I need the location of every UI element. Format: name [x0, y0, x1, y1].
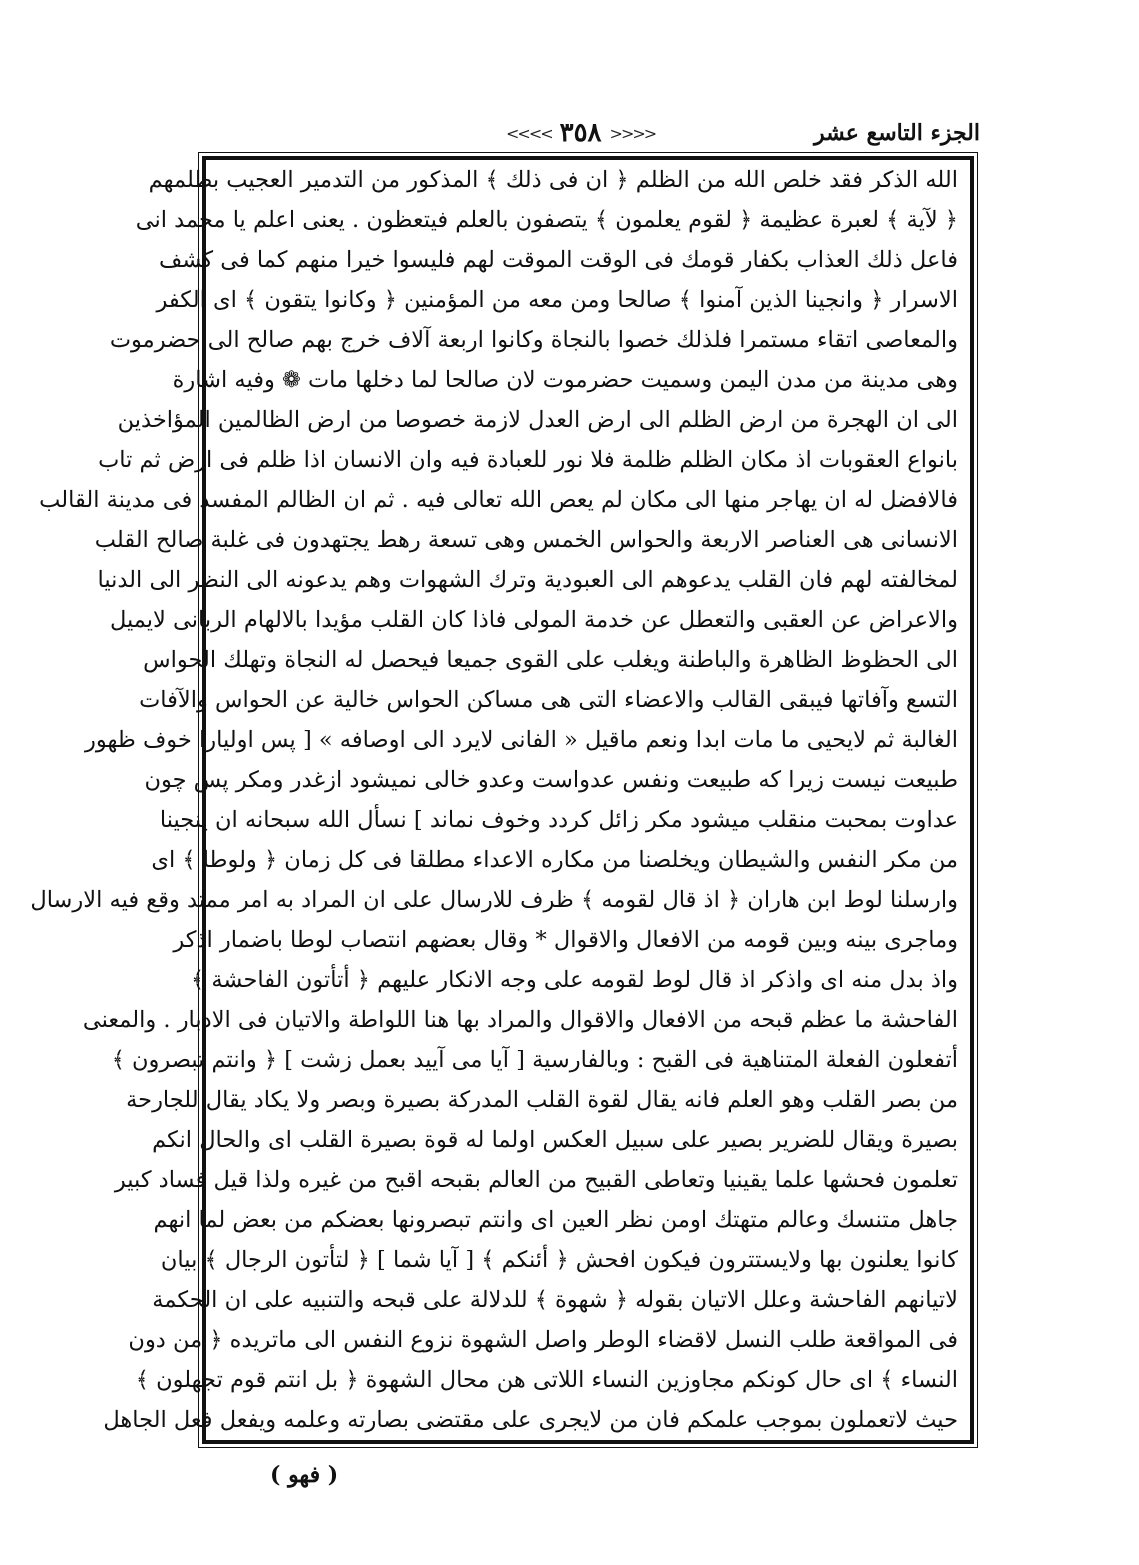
text-frame: [30, 156, 974, 1444]
text-line: وماجرى بينه وبين قومه من الافعال والاقوال * وقال بعضهم انتصاب لوطا باضمار اذكر: [173, 927, 958, 953]
text-line: تعلمون فحشها علما يقينيا وتعاطى القبيح من العالم بقبحه اقبح من غيره ولذا قيل فساد كبير: [114, 1167, 958, 1193]
text-line: طبيعت نيست زيرا كه طبيعت ونفس عدواست وعدو خالى نميشود ازغدر ومكر پس چون: [144, 767, 958, 793]
ornament-left-icon: <<<<: [506, 123, 552, 143]
text-line: الغالبة ثم لايحيى ما مات ابدا ونعم ماقيل « الفانى لايرد الى اوصافه » [ پس اوليارا خوف ظهور: [85, 727, 958, 753]
page-number: ٣٥٨: [559, 118, 602, 148]
text-line: من بصر القلب وهو العلم فانه يقال لقوة القلب المدركة بصيرة وبصر ولا يكاد يقال للجارحة: [126, 1087, 958, 1113]
text-line: الى ان الهجرة من ارض الظلم الى ارض العدل لازمة خصوصا من ارض الظالمين المؤاخذين: [117, 407, 958, 433]
text-line: كانوا يعلنون بها ولايستترون فيكون افحش ﴿ أئنكم ﴾ [ آيا شما ] ﴿ لتأتون الرجال ﴾ بيان: [160, 1247, 958, 1273]
text-line: من مكر النفس والشيطان ويخلصنا من مكاره الاعداء مطلقا فى كل زمان ﴿ ولوطا ﴾ اى: [151, 847, 958, 873]
page-header: [226, 116, 980, 156]
ornament-right-icon: >>>>: [609, 123, 656, 143]
text-line: وارسلنا لوط ابن هاران ﴿ اذ قال لقومه ﴾ ظرف للارسال على ان المراد به امر ممتد وقع فيه الارسال: [30, 887, 958, 913]
text-line: فالافضل له ان يهاجر منها الى مكان لم يعص الله تعالى فيه . ثم ان الظالم المفسد فى مدينة القالب: [39, 487, 958, 513]
text-line: عداوت بمحبت منقلب ميشود مكر زائل كردد وخوف نماند ] نسأل الله سبحانه ان ينجينا: [159, 807, 958, 833]
text-line: والمعاصى اتقاء مستمرا فلذلك خصوا بالنجاة وكانوا اربعة آلاف خرج بهم صالح الى حضرموت: [109, 327, 958, 353]
text-line: لمخالفته لهم فان القلب يدعوهم الى العبودية وترك الشهوات وهم يدعونه الى النظر الى الدنيا: [97, 567, 958, 593]
text-line: النساء ﴾ اى حال كونكم مجاوزين النساء اللاتى هن محال الشهوة ﴿ بل انتم قوم تجهلون ﴾: [135, 1367, 958, 1393]
text-line: لاتيانهم الفاحشة وعلل الاتيان بقوله ﴿ شهوة ﴾ للدلالة على قبحه والتنبيه على ان الحكمة: [152, 1287, 958, 1313]
text-line: التسع وآفاتها فيبقى القالب والاعضاء التى هى مساكن الحواس خالية عن الحواس والآفات: [139, 687, 958, 713]
text-line: أتفعلون الفعلة المتناهية فى القبح : وبالفارسية [ آيا مى آييد بعمل زشت ] ﴿ وانتم تبصرون ﴾: [111, 1047, 958, 1073]
text-line: بصيرة ويقال للضرير بصير على سبيل العكس اولما له قوة بصيرة القلب اى والحال انكم: [152, 1127, 958, 1153]
text-line: الله الذكر فقد خلص الله من الظلم ﴿ ان فى ذلك ﴾ المذكور من التدمير العجيب بظلمهم: [148, 167, 958, 193]
text-line: الفاحشة ما عظم قبحه من الافعال والاقوال والمراد بها هنا اللواطة والاتيان فى الادبار . والمعنى: [82, 1007, 958, 1033]
text-line: الاسرار ﴿ وانجينا الذين آمنوا ﴾ صالحا ومن معه من المؤمنين ﴿ وكانوا يتقون ﴾ اى الكفر: [156, 287, 958, 313]
text-line: جاهل متنسك وعالم متهتك اومن نظر العين اى وانتم تبصرونها بعضكم من بعض لما انهم: [153, 1207, 958, 1233]
text-line: الى الحظوظ الظاهرة والباطنة ويغلب على القوى جميعا فيحصل له النجاة وتهلك الحواس: [143, 647, 958, 673]
text-line: فى المواقعة طلب النسل لاقضاء الوطر واصل الشهوة نزوع النفس الى ماتريده ﴿ من دون: [128, 1327, 958, 1353]
text-line: والاعراض عن العقبى والتعطل عن خدمة المولى فاذا كان القلب مؤيدا بالالهام الربانى لايميل: [109, 607, 958, 633]
text-line: حيث لاتعملون بموجب علمكم فان من لايجرى على مقتضى بصارته وعلمه ويفعل فعل الجاهل: [103, 1407, 958, 1433]
page-number-block: [506, 118, 655, 148]
text-line: الانسانى هى العناصر الاربعة والحواس الخمس وهى تسعة رهط يجتهدون فى غلبة صالح القلب: [94, 527, 958, 553]
text-line: بانواع العقوبات اذ مكان الظلم ظلمة فلا نور للعبادة فيه وان الانسان اذا ظلم فى ارض ثم تاب: [98, 447, 958, 473]
text-line: ﴿ لآية ﴾ لعبرة عظيمة ﴿ لقوم يعلمون ﴾ يتصفون بالعلم فيتعظون . يعنى اعلم يا محمد انى: [135, 207, 958, 233]
text-line: واذ بدل منه اى واذكر اذ قال لوط لقومه على وجه الانكار عليهم ﴿ أتأتون الفاحشة ﴾: [190, 967, 958, 993]
text-line: وهى مدينة من مدن اليمن وسميت حضرموت لان صالحا لما دخلها مات ❁ وفيه اشارة: [172, 367, 958, 393]
catchword: ( فهو ): [270, 1462, 339, 1488]
text-body: [30, 164, 958, 1436]
running-title: الجزء التاسع عشر: [813, 120, 980, 146]
text-line: فاعل ذلك العذاب بكفار قومك فى الوقت الموقت لهم فليسوا خيرا منهم كما فى كشف: [159, 247, 958, 273]
